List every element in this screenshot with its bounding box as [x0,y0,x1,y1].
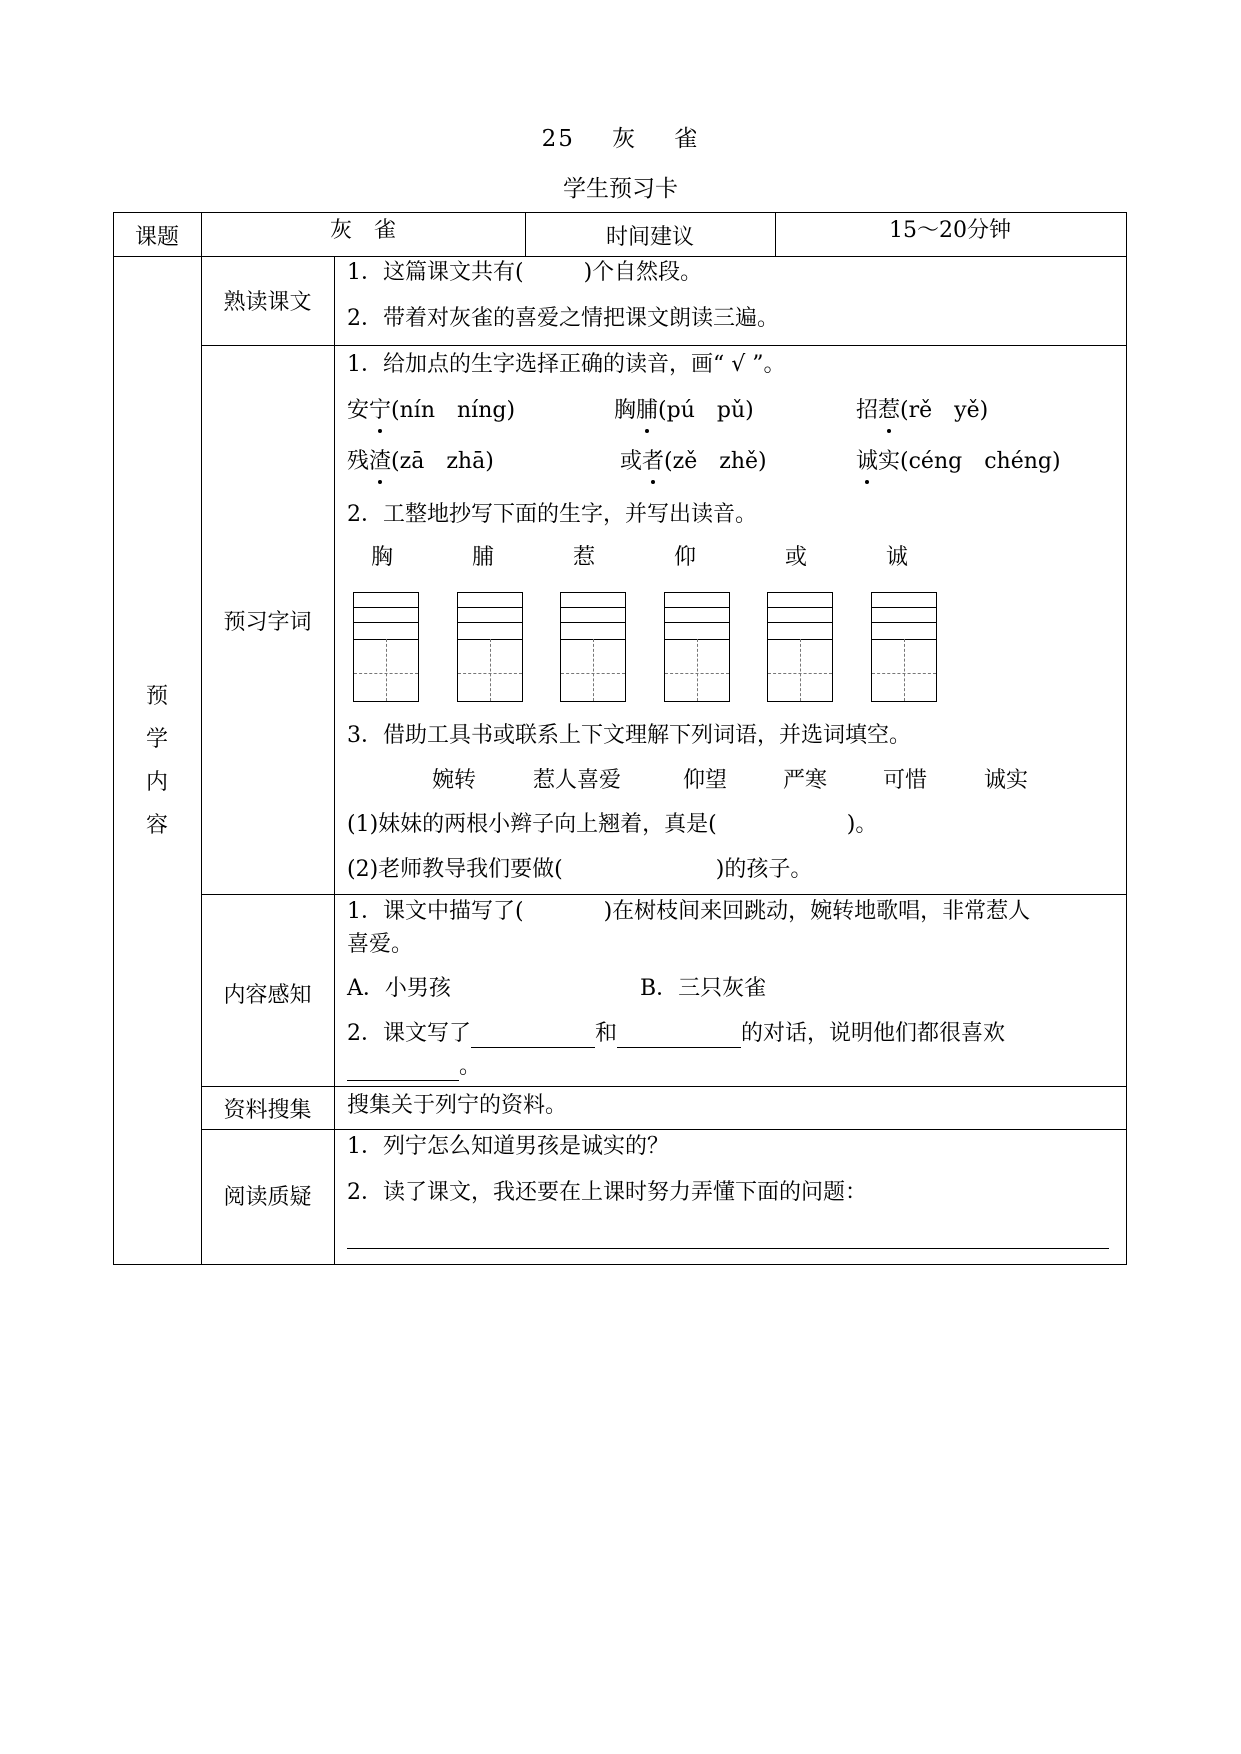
copy-character: 仰 [674,545,697,570]
word-option: 婉转 [432,768,477,793]
section-label-reading: 熟读课文 [223,290,312,315]
preview-content-label: 预 学 内 容 [145,684,168,838]
section-label-research: 资料搜集 [223,1098,312,1123]
row-divider [201,1129,1126,1130]
section-label-questions: 阅读质疑 [223,1185,312,1210]
word-option: 可惜 [883,768,928,793]
writing-grid[interactable] [457,592,523,702]
answer-line[interactable] [347,1248,1109,1249]
fill-sentence-2: (2)老师教导我们要做( )的孩子。 [347,857,813,882]
option-b: B．三只灰雀 [640,976,767,1001]
content-question-2: 2．课文写了 和 的对话，说明他们都很喜欢 [347,1021,1006,1046]
content-question-1: 1．课文中描写了( )在树枝间来回跳动，婉转地歌唱，非常惹人 [347,899,1031,924]
lesson-title-char-2: 雀 [674,126,700,152]
card-subtitle: 学生预习卡 [563,176,678,202]
row-divider [201,894,1126,895]
word-option: 严寒 [783,768,828,793]
word-option: 诚实 [984,768,1029,793]
research-task: 搜集关于列宁的资料。 [347,1093,568,1118]
answer-blank[interactable] [471,1021,595,1048]
questions-item-2: 2．读了课文，我还要在上课时努力弄懂下面的问题： [347,1180,867,1205]
writing-grid[interactable] [871,592,937,702]
writing-grid[interactable] [353,592,419,702]
pinyin-item: 诚实(céng chéng) [856,449,1061,474]
section-label-vocab: 预习字词 [223,610,312,635]
lesson-number: 25 [541,126,575,152]
time-value: 15～20分钟 [889,218,1011,243]
time-label: 时间建议 [605,225,694,250]
content-question-1-line2: 喜爱。 [347,932,414,957]
pinyin-item: 招惹(rě yě) [856,398,989,423]
copy-character: 或 [785,545,808,570]
content-question-2-line2: 。 [347,1054,481,1081]
copy-character: 诚 [886,545,909,570]
reading-question-2: 2．带着对灰雀的喜爱之情把课文朗读三遍。 [347,306,779,331]
copy-character: 胸 [371,545,394,570]
pinyin-item: 或者(zě zhě) [620,449,767,474]
answer-blank[interactable] [347,1054,459,1081]
vocab-question-3: 3．借助工具书或联系上下文理解下列词语，并选词填空。 [347,723,911,748]
vocab-question-1: 1．给加点的生字选择正确的读音，画“ √ ”。 [347,352,786,377]
writing-grid[interactable] [767,592,833,702]
word-option: 仰望 [683,768,728,793]
lesson-title-char-1: 灰 [612,126,638,152]
row-divider [201,1086,1126,1087]
topic-value: 灰 雀 [329,218,396,243]
reading-question-1: 1．这篇课文共有( )个自然段。 [347,260,703,285]
vocab-question-2: 2．工整地抄写下面的生字，并写出读音。 [347,502,757,527]
answer-blank[interactable] [617,1021,741,1048]
lesson-title [0,120,1241,153]
writing-grid[interactable] [560,592,626,702]
pinyin-item: 安宁(nín níng) [347,398,516,423]
writing-grid[interactable] [664,592,730,702]
row-divider [201,345,1126,346]
copy-character: 脯 [472,545,495,570]
pinyin-item: 残渣(zā zhā) [347,449,494,474]
copy-character: 惹 [573,545,596,570]
section-label-content: 内容感知 [223,983,312,1008]
column-divider [334,256,335,1264]
questions-item-1: 1．列宁怎么知道男孩是诚实的？ [347,1134,669,1159]
row-divider [113,256,1126,257]
word-option: 惹人喜爱 [533,768,622,793]
fill-sentence-1: (1)妹妹的两根小辫子向上翘着，真是( )。 [347,812,878,837]
pinyin-item: 胸脯(pú pǔ) [614,398,754,423]
topic-label: 课题 [134,225,179,250]
option-a: A．小男孩 [347,976,451,1001]
